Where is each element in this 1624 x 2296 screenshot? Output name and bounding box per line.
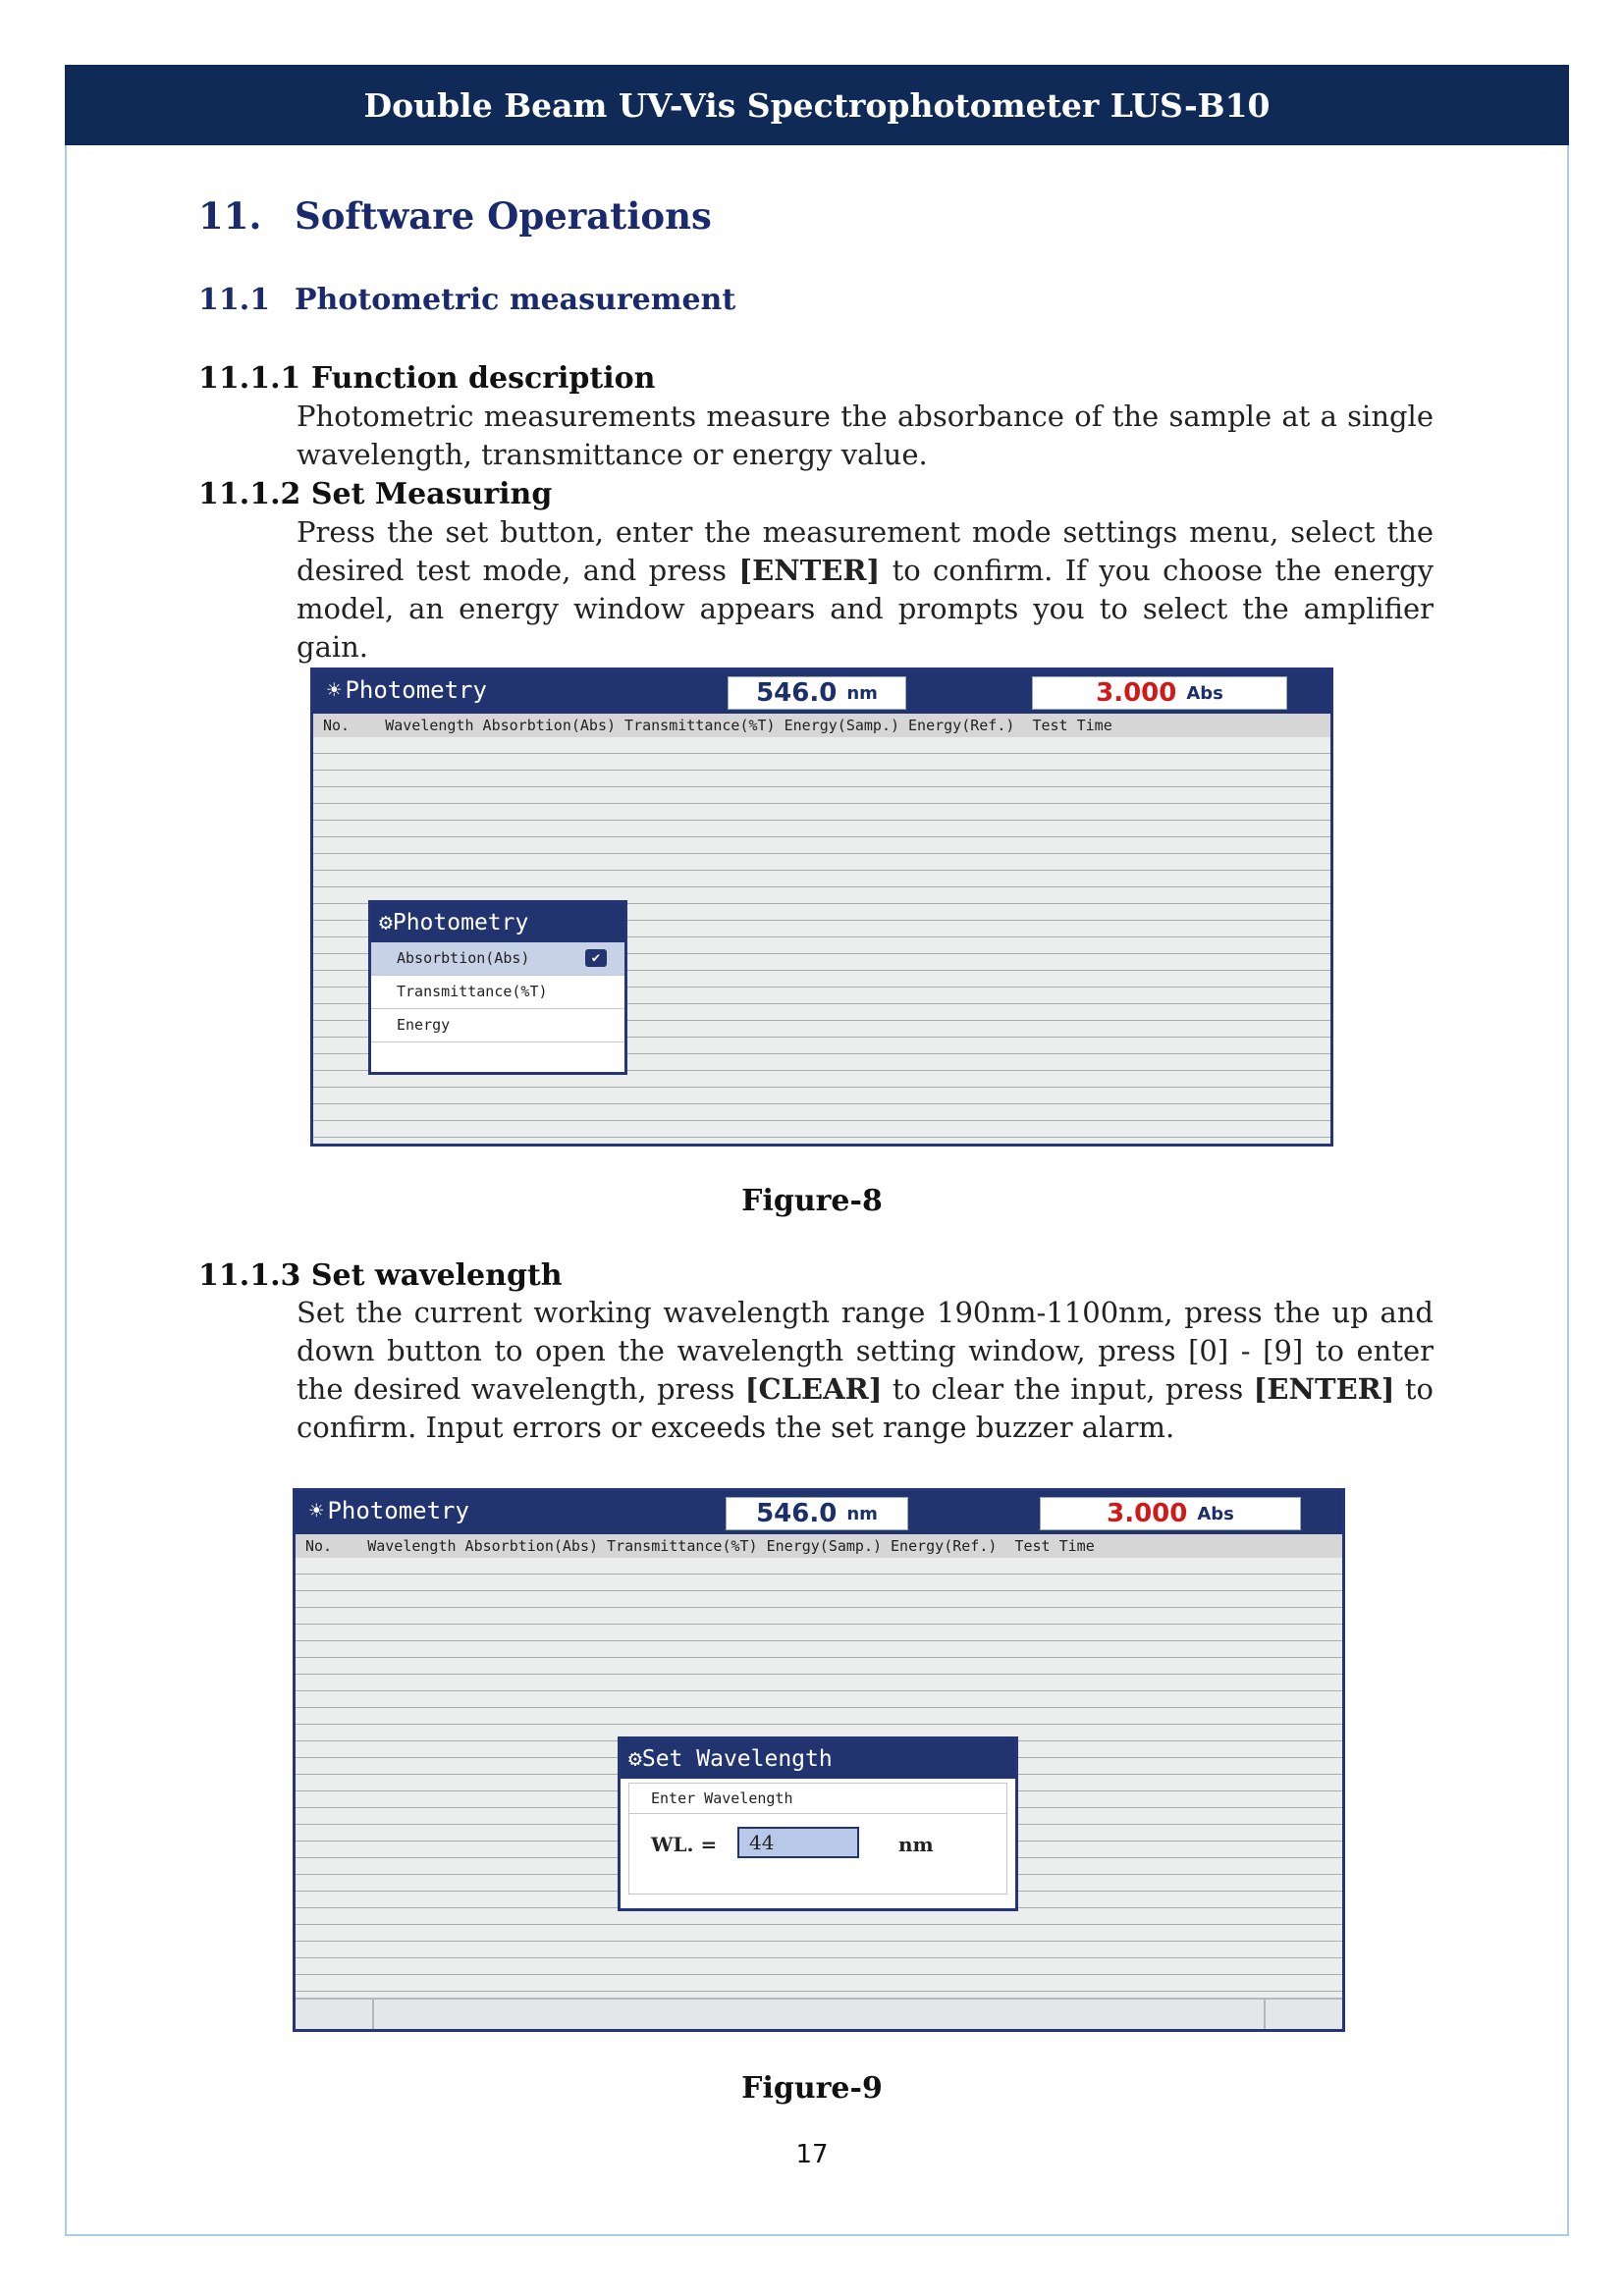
menu-item-transmittance[interactable]: Transmittance(%T) [371, 976, 624, 1009]
function-description-text: Photometric measurements measure the absorbance of the sample at a single wavelength, transmittance or energy value. [297, 400, 1434, 471]
table-header: No. Wavelength Absorbtion(Abs) Transmittance(%T) Energy(Samp.) Energy(Ref.) Test Time [296, 1534, 1342, 1558]
dialog-title: Set Wavelength [641, 1746, 833, 1772]
absorbance-display: 3.000 Abs [1040, 1497, 1301, 1530]
table-header: No. Wavelength Absorbtion(Abs) Transmittance(%T) Energy(Samp.) Energy(Ref.) Test Time [313, 714, 1330, 737]
enter-key: [ENTER] [1253, 1372, 1395, 1406]
screen-title: Photometry [327, 1497, 469, 1524]
menu-item-absorbance[interactable]: Absorbtion(Abs) ✔ [371, 942, 624, 976]
status-bar [296, 1998, 1342, 2029]
sun-icon: ☀ [327, 676, 342, 704]
section-heading [198, 194, 712, 238]
wl-unit: nm [898, 1833, 934, 1856]
figure-9-caption: Figure-9 [741, 2071, 883, 2106]
menu-item-energy[interactable]: Energy [371, 1009, 624, 1042]
section-number: 11. [198, 194, 262, 238]
wavelength-display: 546.0 nm [728, 676, 906, 710]
wl-label: WL. = [651, 1833, 718, 1856]
set-wavelength-heading: 11.1.3 Set wavelength [198, 1258, 563, 1293]
absorbance-display: 3.000 Abs [1032, 676, 1287, 710]
set-measuring-heading: 11.1.2 Set Measuring [198, 477, 553, 511]
clear-key: [CLEAR] [744, 1372, 883, 1406]
screen-titlebar [313, 670, 1330, 714]
menu-title: Photometry [392, 910, 529, 935]
sun-icon: ☀ [309, 1497, 324, 1524]
page-number: 17 [795, 2140, 829, 2169]
screen-title: Photometry [345, 676, 487, 704]
subsection-heading [198, 283, 735, 317]
document-title: Double Beam UV-Vis Spectrophotometer LUS-B10 [363, 85, 1271, 125]
set-wavelength-text: Set the current working wavelength range 190nm-1100nm, press the up and down button to open the wavelength setting window, press [0] - [9] to enter the desired wavelength, press [CLEAR] to clear the input, press [ENTER] to confirm. Input errors or exceeds the set range buzzer alarm. [297, 1296, 1435, 1444]
dialog-prompt: Enter Wavelength [651, 1789, 793, 1807]
document-header [65, 65, 1569, 145]
figure-8-screenshot [310, 667, 1333, 1147]
wavelength-display: 546.0 nm [726, 1497, 908, 1530]
figure-9-screenshot [293, 1488, 1345, 2032]
enter-key: [ENTER] [738, 554, 881, 587]
photometry-menu [368, 900, 627, 1075]
section-title: Software Operations [295, 194, 712, 238]
gear-icon: ⚙ [628, 1746, 642, 1772]
function-description-heading: 11.1.1 Function description [198, 361, 656, 396]
wavelength-input[interactable]: 44 [737, 1827, 859, 1858]
screen-titlebar [296, 1491, 1342, 1534]
checkmark-icon: ✔ [585, 949, 607, 967]
figure-8-caption: Figure-8 [741, 1184, 883, 1218]
gear-icon: ⚙ [379, 910, 393, 935]
set-wavelength-dialog [618, 1736, 1018, 1911]
subsection-title: Photometric measurement [295, 283, 736, 317]
subsection-number: 11.1 [198, 283, 271, 317]
set-measuring-text: Press the set button, enter the measurement mode settings menu, select the desired test mode, and press [ENTER] to confirm. If you choose the energy model, an energy window appears and prompts you to select the amplifier gain. [297, 515, 1434, 664]
